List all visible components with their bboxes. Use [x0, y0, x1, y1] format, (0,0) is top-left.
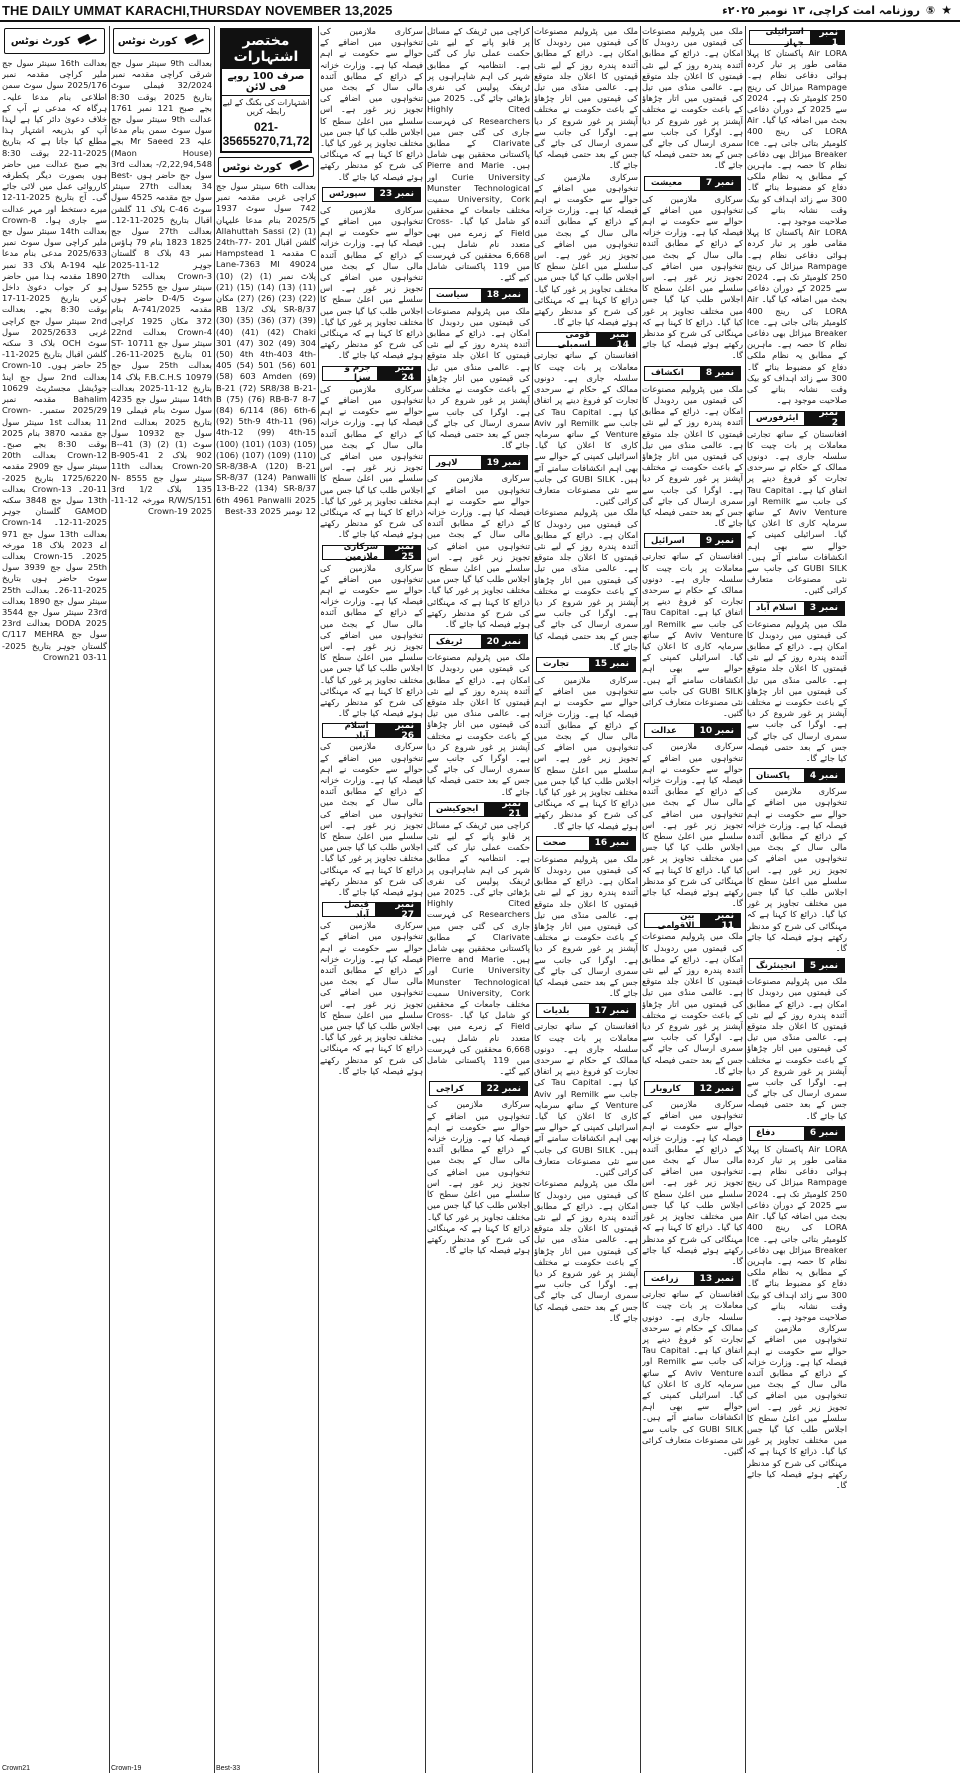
- section-box: نمبر 20 ٹریفک: [429, 634, 528, 649]
- news-column-8: [747, 26, 847, 1773]
- article-body: سرکاری ملازمین کی تنخواہوں میں اضافے کے حوالے سے حکومت نے اہم فیصلہ کیا ہے۔ وزارت خزانہ کے ذرائع کے مطابق آئندہ مالی سال کے بجٹ میں تنخواہوں میں اضافے کی تجویز زیر غور ہے۔ اس سلسلے میں اعلیٰ سطح کا اجلاس طلب کیا گیا جس میں مختلف تجاویز پر غور کیا گیا۔ ذرائع کا کہنا ہے کہ مہنگائی کی شرح کو مدنظر رکھتے ہوئے فیصلہ کیا جائے گا۔: [642, 193, 743, 361]
- classified-column: [216, 26, 316, 1773]
- section-box: نمبر 21 ایجوکیشن: [429, 802, 528, 817]
- classified-booking-line: اشتہارات کی بکنگ کے لیے رابطہ کریں: [222, 98, 310, 116]
- article-body: ملک میں پٹرولیم مصنوعات کی قیمتوں میں ردوبدل کا امکان ہے۔ ذرائع کے مطابق آئندہ پندرہ روز کے لیے نئی قیمتوں کا اعلان جلد متوقع ہے۔ عالمی منڈی میں تیل کی قیمتوں میں اتار چڑھاؤ کے باعث حکومت نے مختلف آپشنز پر غور شروع کر دیا ہے۔ اوگرا کی جانب سے سمری ارسال کی جائے گی جس کے بعد حتمی فیصلہ کیا جائے گا۔: [747, 618, 847, 763]
- article-body: ملک میں پٹرولیم مصنوعات کی قیمتوں میں ردوبدل کا امکان ہے۔ ذرائع کے مطابق آئندہ پندرہ روز کے لیے نئی قیمتوں کا اعلان جلد متوقع ہے۔ عالمی منڈی میں تیل کی قیمتوں میں اتار چڑھاؤ کے باعث حکومت نے مختلف آپشنز پر غور شروع کر دیا ہے۔ اوگرا کی جانب سے سمری ارسال کی جائے گی جس کے بعد حتمی فیصلہ کیا جائے گا۔: [534, 26, 638, 171]
- article-body: کراچی میں ٹریفک کے مسائل پر قابو پانے کے لیے نئی حکمت عملی تیار کی گئی ہے۔ انتظامیہ کے مطابق شہر کی اہم شاہراہوں پر ٹریفک پولیس کی نفری بڑھائی جائے گی۔ 2025 میں Highly Cited Researchers کی فہرست جاری کی گئی جس میں Clarivate کے مطابق پاکستانی محققین بھی شامل ہیں۔ Pierre and Marie Curie University اور Munster Technological University, Cork سمیت مختلف جامعات کے محققین کو شامل کیا گیا۔ Cross-Field کے زمرے میں بھی متعدد نام شامل ہیں۔ 6,668 محققین کی فہرست میں 119 پاکستانی شامل کیے گئے۔: [427, 26, 530, 283]
- section-box: نمبر 12 کاروبار: [644, 1081, 741, 1096]
- section-box: نمبر 11 بین الاقوامی: [644, 913, 741, 928]
- column-footer-code: Crown-19: [111, 1765, 142, 1772]
- article-body: سرکاری ملازمین کی تنخواہوں میں اضافے کے حوالے سے حکومت نے اہم فیصلہ کیا ہے۔ وزارت خزانہ کے ذرائع کے مطابق آئندہ مالی سال کے بجٹ میں تنخواہوں میں اضافے کی تجویز زیر غور ہے۔ اس سلسلے میں اعلیٰ سطح کا اجلاس طلب کیا گیا جس میں مختلف تجاویز پر غور کیا گیا۔ ذرائع کا کہنا ہے کہ مہنگائی کی شرح کو مدنظر رکھتے ہوئے فیصلہ کیا جائے گا۔: [534, 171, 638, 328]
- article-body: افغانستان کے ساتھ تجارتی معاملات پر بات چیت کا سلسلہ جاری ہے۔ دونوں ممالک کے حکام نے سرحدی تجارت کو فروغ دینے پر اتفاق کیا ہے۔ Tau Capital کی جانب سے Remilk اور Aviv Venture کے ساتھ سرمایہ کاری کا اعلان کیا گیا۔ اسرائیلی کمپنی کے حوالے سے بھی اہم انکشافات سامنے آئے ہیں۔ GUBI SILK کی جانب سے نئی مصنوعات متعارف کرائی گئیں۔: [534, 350, 638, 507]
- article-body: سرکاری ملازمین کی تنخواہوں میں اضافے کے حوالے سے حکومت نے اہم فیصلہ کیا ہے۔ وزارت خزانہ کے ذرائع کے مطابق آئندہ مالی سال کے بجٹ میں تنخواہوں میں اضافے کی تجویز زیر غور ہے۔ اس سلسلے میں اعلیٰ سطح کا اجلاس طلب کیا گیا جس میں مختلف تجاویز پر غور کیا گیا۔ ذرائع کا کہنا ہے کہ مہنگائی کی شرح کو مدنظر رکھتے ہوئے فیصلہ کیا جائے گا۔: [534, 674, 638, 831]
- section-box: نمبر 18 سیاست: [429, 288, 528, 303]
- section-box: نمبر 16 صحت: [536, 836, 636, 851]
- article-body: افغانستان کے ساتھ تجارتی معاملات پر بات چیت کا سلسلہ جاری ہے۔ دونوں ممالک کے حکام نے سرحدی تجارت کو فروغ دینے پر اتفاق کیا ہے۔ Tau Capital کی جانب سے Remilk اور Aviv Venture کے ساتھ سرمایہ کاری کا اعلان کیا گیا۔ اسرائیلی کمپنی کے حوالے سے بھی اہم انکشافات سامنے آئے ہیں۔ GUBI SILK کی جانب سے نئی مصنوعات متعارف کرائی گئیں۔: [534, 1021, 638, 1178]
- article-body: سرکاری ملازمین کی تنخواہوں میں اضافے کے حوالے سے حکومت نے اہم فیصلہ کیا ہے۔ وزارت خزانہ کے ذرائع کے مطابق آئندہ مالی سال کے بجٹ میں تنخواہوں میں اضافے کی تجویز زیر غور ہے۔ اس سلسلے میں اعلیٰ سطح کا اجلاس طلب کیا گیا جس میں مختلف تجاویز پر غور کیا گیا۔ ذرائع کا کہنا ہے کہ مہنگائی کی شرح کو مدنظر رکھتے ہوئے فیصلہ کیا جائے گا۔: [427, 1099, 530, 1256]
- section-box: نمبر 10 عدالت: [644, 723, 741, 738]
- section-box: نمبر 24 جرم و سزا: [322, 366, 421, 381]
- article-body: ملک میں پٹرولیم مصنوعات کی قیمتوں میں ردوبدل کا امکان ہے۔ ذرائع کے مطابق آئندہ پندرہ روز کے لیے نئی قیمتوں کا اعلان جلد متوقع ہے۔ عالمی منڈی میں تیل کی قیمتوں میں اتار چڑھاؤ کے باعث حکومت نے مختلف آپشنز پر غور شروع کر دیا ہے۔ اوگرا کی جانب سے سمری ارسال کی جائے گی جس کے بعد حتمی فیصلہ کیا جائے گا۔: [534, 507, 638, 652]
- court-notice-header: کورٹ نوٹس: [113, 28, 210, 54]
- article-body: ملک میں پٹرولیم مصنوعات کی قیمتوں میں ردوبدل کا امکان ہے۔ ذرائع کے مطابق آئندہ پندرہ روز کے لیے نئی قیمتوں کا اعلان جلد متوقع ہے۔ عالمی منڈی میں تیل کی قیمتوں میں اتار چڑھاؤ کے باعث حکومت نے مختلف آپشنز پر غور شروع کر دیا ہے۔ اوگرا کی جانب سے سمری ارسال کی جائے گی جس کے بعد حتمی فیصلہ کیا جائے گا۔: [642, 931, 743, 1076]
- section-box: نمبر 5 انجینئرنگ: [749, 958, 845, 973]
- gavel-icon: [288, 160, 310, 174]
- page-number: ⑤: [925, 3, 936, 17]
- article-body: کراچی میں ٹریفک کے مسائل پر قابو پانے کے لیے نئی حکمت عملی تیار کی گئی ہے۔ انتظامیہ کے مطابق شہر کی اہم شاہراہوں پر ٹریفک پولیس کی نفری بڑھائی جائے گی۔ 2025 میں Highly Cited Researchers کی فہرست جاری کی گئی جس میں Clarivate کے مطابق پاکستانی محققین بھی شامل ہیں۔ Pierre and Marie Curie University اور Munster Technological University, Cork سمیت مختلف جامعات کے محققین کو شامل کیا گیا۔ Cross-Field کے زمرے میں بھی متعدد نام شامل ہیں۔ 6,668 محققین کی فہرست میں 119 پاکستانی شامل کیے گئے۔: [427, 819, 530, 1077]
- news-column-5: [427, 26, 530, 1773]
- section-box: نمبر 1 اسرائیلی جہاز: [749, 30, 845, 45]
- court-notice-text: بعدالت 6th سینئر سول جج کراچی غربی مقدمہ نمبر 742 سول سوٹ 1937 2025/5 بنام مدعا علیہان (1) Allahuttah Sassi (2) گلشن اقبال 201 24th-77-C مقدمہ 1 Hampstead Lane-7363 MI 49024 پلاٹ نمبر (1) (2) (10) (11) (13) (14) (15) (21) (22) (23) (26) (27) مکان SR-8/37 بلاک RB 13/2 (30) (35) (36) (37) (39) (40) (41) (42) Chaki 301 (47) 302 (49) 304 (50) 4th 4th-403 4th-405 (54) 501 (56) 601 (58) 603 Amden (69) B-21 (72) SR8/38 B-21-B (75) (76) RB-B-7 8-7 (84) 6/114 (86) 6th-6 (92) 5th-9 4th-11 (96) 4th-12 (99) 4th-15 (100) (101) (103) (105) (106) (107) (109) (110) SR-8/38-A (120) B-21 SR-8/37 (124) Panwalli 13-B-22 (134) SR-8/37 6th 4961 Panwalli 2025 12 نومبر 2025 Best-33: [216, 181, 316, 516]
- classified-ad-banner: [220, 28, 312, 153]
- article-body: سرکاری ملازمین کی تنخواہوں میں اضافے کے حوالے سے حکومت نے اہم فیصلہ کیا ہے۔ وزارت خزانہ کے ذرائع کے مطابق آئندہ مالی سال کے بجٹ میں تنخواہوں میں اضافے کی تجویز زیر غور ہے۔ اس سلسلے میں اعلیٰ سطح کا اجلاس طلب کیا گیا جس میں مختلف تجاویز پر غور کیا گیا۔ ذرائع کا کہنا ہے کہ مہنگائی کی شرح کو مدنظر رکھتے ہوئے فیصلہ کیا جائے گا۔: [427, 473, 530, 629]
- section-box: نمبر 14 قومی اسمبلی: [536, 332, 636, 347]
- masthead: [0, 0, 960, 22]
- section-box: نمبر 22 کراچی: [429, 1081, 528, 1096]
- news-column-4: [320, 26, 423, 1773]
- section-box: نمبر 26 اسلام آباد: [322, 723, 421, 738]
- page-grid: [0, 26, 960, 1773]
- classified-phone: 021-35655270,71,72: [222, 120, 310, 148]
- section-box: نمبر 4 پاکستان: [749, 768, 845, 783]
- section-box: نمبر 6 دفاع: [749, 1126, 845, 1141]
- article-body: ملک میں پٹرولیم مصنوعات کی قیمتوں میں ردوبدل کا امکان ہے۔ ذرائع کے مطابق آئندہ پندرہ روز کے لیے نئی قیمتوں کا اعلان جلد متوقع ہے۔ عالمی منڈی میں تیل کی قیمتوں میں اتار چڑھاؤ کے باعث حکومت نے مختلف آپشنز پر غور شروع کر دیا ہے۔ اوگرا کی جانب سے سمری ارسال کی جائے گی جس کے بعد حتمی فیصلہ کیا جائے گا۔: [427, 652, 530, 797]
- article-body: سرکاری ملازمین کی تنخواہوں میں اضافے کے حوالے سے حکومت نے اہم فیصلہ کیا ہے۔ وزارت خزانہ کے ذرائع کے مطابق آئندہ مالی سال کے بجٹ میں تنخواہوں میں اضافے کی تجویز زیر غور ہے۔ اس سلسلے میں اعلیٰ سطح کا اجلاس طلب کیا گیا جس میں مختلف تجاویز پر غور کیا گیا۔ ذرائع کا کہنا ہے کہ مہنگائی کی شرح کو مدنظر رکھتے ہوئے فیصلہ کیا جائے گا۔: [642, 1099, 743, 1266]
- article-body: ملک میں پٹرولیم مصنوعات کی قیمتوں میں ردوبدل کا امکان ہے۔ ذرائع کے مطابق آئندہ پندرہ روز کے لیے نئی قیمتوں کا اعلان جلد متوقع ہے۔ عالمی منڈی میں تیل کی قیمتوں میں اتار چڑھاؤ کے باعث حکومت نے مختلف آپشنز پر غور شروع کر دیا ہے۔ اوگرا کی جانب سے سمری ارسال کی جائے گی جس کے بعد حتمی فیصلہ کیا جائے گا۔: [534, 853, 638, 999]
- section-box: نمبر 2 ایئرفورس: [749, 411, 845, 426]
- urdu-masthead: [722, 3, 952, 17]
- news-column-6: [534, 26, 638, 1773]
- article-body: سرکاری ملازمین کی تنخواہوں میں اضافے کے حوالے سے حکومت نے اہم فیصلہ کیا ہے۔ وزارت خزانہ کے ذرائع کے مطابق آئندہ مالی سال کے بجٹ میں تنخواہوں میں اضافے کی تجویز زیر غور ہے۔ اس سلسلے میں اعلیٰ سطح کا اجلاس طلب کیا گیا جس میں مختلف تجاویز پر غور کیا گیا۔ ذرائع کا کہنا ہے کہ مہنگائی کی شرح کو مدنظر رکھتے ہوئے فیصلہ کیا جائے گا۔: [320, 741, 423, 898]
- article-body: ملک میں پٹرولیم مصنوعات کی قیمتوں میں ردوبدل کا امکان ہے۔ ذرائع کے مطابق آئندہ پندرہ روز کے لیے نئی قیمتوں کا اعلان جلد متوقع ہے۔ عالمی منڈی میں تیل کی قیمتوں میں اتار چڑھاؤ کے باعث حکومت نے مختلف آپشنز پر غور شروع کر دیا ہے۔ اوگرا کی جانب سے سمری ارسال کی جائے گی جس کے بعد حتمی فیصلہ کیا جائے گا۔: [747, 976, 847, 1121]
- classified-title: مختصر اشتہارات: [222, 30, 310, 67]
- article-body: افغانستان کے ساتھ تجارتی معاملات پر بات چیت کا سلسلہ جاری ہے۔ دونوں ممالک کے حکام نے سرحدی تجارت کو فروغ دینے پر اتفاق کیا ہے۔ Tau Capital کی جانب سے Remilk اور Aviv Venture کے ساتھ سرمایہ کاری کا اعلان کیا گیا۔ اسرائیلی کمپنی کے حوالے سے بھی اہم انکشافات سامنے آئے ہیں۔ GUBI SILK کی جانب سے نئی مصنوعات متعارف کرائی گئیں۔: [642, 551, 743, 719]
- gavel-icon: [76, 34, 98, 48]
- gavel-icon: [183, 34, 205, 48]
- article-body: سرکاری ملازمین کی تنخواہوں میں اضافے کے حوالے سے حکومت نے اہم فیصلہ کیا ہے۔ وزارت خزانہ کے ذرائع کے مطابق آئندہ مالی سال کے بجٹ میں تنخواہوں میں اضافے کی تجویز زیر غور ہے۔ اس سلسلے میں اعلیٰ سطح کا اجلاس طلب کیا گیا جس میں مختلف تجاویز پر غور کیا گیا۔ ذرائع کا کہنا ہے کہ مہنگائی کی شرح کو مدنظر رکھتے ہوئے فیصلہ کیا جائے گا۔: [747, 786, 847, 954]
- urdu-date-line: روزنامہ امت کراچی، ۱۳ نومبر ۲۰۲۵ء: [722, 3, 920, 17]
- column-footer-code: Best-33: [216, 1765, 241, 1772]
- article-body: سرکاری ملازمین کی تنخواہوں میں اضافے کے حوالے سے حکومت نے اہم فیصلہ کیا ہے۔ وزارت خزانہ کے ذرائع کے مطابق آئندہ مالی سال کے بجٹ میں تنخواہوں میں اضافے کی تجویز زیر غور ہے۔ اس سلسلے میں اعلیٰ سطح کا اجلاس طلب کیا گیا جس میں مختلف تجاویز پر غور کیا گیا۔ ذرائع کا کہنا ہے کہ مہنگائی کی شرح کو مدنظر رکھتے ہوئے فیصلہ کیا جائے گا۔: [320, 204, 423, 361]
- star-icon: ★: [941, 3, 952, 17]
- section-box: نمبر 19 لاہور: [429, 455, 528, 470]
- article-body: ملک میں پٹرولیم مصنوعات کی قیمتوں میں ردوبدل کا امکان ہے۔ ذرائع کے مطابق آئندہ پندرہ روز کے لیے نئی قیمتوں کا اعلان جلد متوقع ہے۔ عالمی منڈی میں تیل کی قیمتوں میں اتار چڑھاؤ کے باعث حکومت نے مختلف آپشنز پر غور شروع کر دیا ہے۔ اوگرا کی جانب سے سمری ارسال کی جائے گی جس کے بعد حتمی فیصلہ کیا جائے گا۔: [427, 305, 530, 451]
- section-box: نمبر 7 معیشت: [644, 176, 741, 191]
- section-box: نمبر 17 بلدیات: [536, 1003, 636, 1018]
- section-box: نمبر 27 فیصل آباد: [322, 902, 421, 917]
- court-notice-header: کورٹ نوٹس: [4, 28, 105, 54]
- court-notice-text: بعدالت 9th سینئر سول جج شرقی کراچی مقدمہ نمبر 32/2024 فیملی سوٹ بتاریخ 2025 بوقت 8:30 بجے صبح 121 نمبر 1761 عدالت 9th سینئر سول جج سول سوٹ سمن بنام مدعا علیہ Mr Saeed 23 بجے (Maon House) 2,22,94,548/- بعدالت 3rd سول جج حاضر ہوں Best-34 بعدالت 27th سینئر سول جج مقدمہ 4525 سول سوٹ C-46 بلاک 11 گلشن اقبال بتاریخ 2025-11-12۔ بعدالت 27th سول جج 1825 1823 بنام 79 ہاؤس نمبر 43 بلاک 8 گلستان جوہر 12-11-2025 Crown-3 بعدالت 27th سینئر سول جج 5255 سول سوٹ D-4/5 حاضر ہوں مقدمہ 2025/A-741 بنام 372 مکان 1925 کراچی Crown-4 بعدالت 22nd سینئر سول جج 10711 ST-01 بتاریخ 2025-11-26۔ بعدالت 25th سول جج 10979 F.B.C.H.S بلاک 14 بتاریخ 12-11-2025 بعدالت 14th سینئر سول جج 4235 سول سوٹ بنام فیملی 19 بتاریخ 2025 بعدالت 2nd سول جج 10932 سول سوٹ (1) (2) (3) 41-B-902 بلاک 2 41-B-905 Crown-20 بعدالت 11th سینئر سول جج 8555 N-135 بلاک 3rd 1/2 R/W/S/151 مورخہ 12-11-2025 Crown-19: [111, 58, 212, 517]
- section-box: نمبر 3 اسلام آباد: [749, 601, 845, 616]
- article-body: Air LORA پاکستان کا پہلا مقامی طور پر تیار کردہ ہوائی دفاعی نظام ہے۔ Rampage میزائل کی رینج 250 کلومیٹر تک ہے۔ 2024 سے 2025 کے دوران دفاعی بجٹ میں اضافہ کیا گیا۔ Air LORA کی رینج 400 کلومیٹر بتائی جاتی ہے۔ Ice Breaker میزائل بھی دفاعی نظام کا حصہ ہے۔ ماہرین کے مطابق یہ نظام ملکی دفاع کو مضبوط بنائے گا۔ 300 سے زائد اہداف کو بیک وقت نشانہ بنانے کی صلاحیت موجود ہے۔: [747, 48, 847, 227]
- article-body: سرکاری ملازمین کی تنخواہوں میں اضافے کے حوالے سے حکومت نے اہم فیصلہ کیا ہے۔ وزارت خزانہ کے ذرائع کے مطابق آئندہ مالی سال کے بجٹ میں تنخواہوں میں اضافے کی تجویز زیر غور ہے۔ اس سلسلے میں اعلیٰ سطح کا اجلاس طلب کیا گیا جس میں مختلف تجاویز پر غور کیا گیا۔ ذرائع کا کہنا ہے کہ مہنگائی کی شرح کو مدنظر رکھتے ہوئے فیصلہ کیا جائے گا۔: [320, 562, 423, 719]
- section-box: نمبر 13 زراعت: [644, 1271, 741, 1286]
- article-body: سرکاری ملازمین کی تنخواہوں میں اضافے کے حوالے سے حکومت نے اہم فیصلہ کیا ہے۔ وزارت خزانہ کے ذرائع کے مطابق آئندہ مالی سال کے بجٹ میں تنخواہوں میں اضافے کی تجویز زیر غور ہے۔ اس سلسلے میں اعلیٰ سطح کا اجلاس طلب کیا گیا جس میں مختلف تجاویز پر غور کیا گیا۔ ذرائع کا کہنا ہے کہ مہنگائی کی شرح کو مدنظر رکھتے ہوئے فیصلہ کیا جائے گا۔: [642, 741, 743, 909]
- article-body: سرکاری ملازمین کی تنخواہوں میں اضافے کے حوالے سے حکومت نے اہم فیصلہ کیا ہے۔ وزارت خزانہ کے ذرائع کے مطابق آئندہ مالی سال کے بجٹ میں تنخواہوں میں اضافے کی تجویز زیر غور ہے۔ اس سلسلے میں اعلیٰ سطح کا اجلاس طلب کیا گیا جس میں مختلف تجاویز پر غور کیا گیا۔ ذرائع کا کہنا ہے کہ مہنگائی کی شرح کو مدنظر رکھتے ہوئے فیصلہ کیا جائے گا۔: [747, 1323, 847, 1490]
- section-box: نمبر 23 سپورٹس: [322, 187, 421, 202]
- news-column-7: [642, 26, 743, 1773]
- column-footer-code: Crown21: [2, 1765, 31, 1772]
- section-box: نمبر 8 انکشاف: [644, 366, 741, 381]
- section-box: نمبر 9 اسرائیل: [644, 533, 741, 548]
- article-body: ملک میں پٹرولیم مصنوعات کی قیمتوں میں ردوبدل کا امکان ہے۔ ذرائع کے مطابق آئندہ پندرہ روز کے لیے نئی قیمتوں کا اعلان جلد متوقع ہے۔ عالمی منڈی میں تیل کی قیمتوں میں اتار چڑھاؤ کے باعث حکومت نے مختلف آپشنز پر غور شروع کر دیا ہے۔ اوگرا کی جانب سے سمری ارسال کی جائے گی جس کے بعد حتمی فیصلہ کیا جائے گا۔: [642, 383, 743, 529]
- article-body: Air LORA پاکستان کا پہلا مقامی طور پر تیار کردہ ہوائی دفاعی نظام ہے۔ Rampage میزائل کی رینج 250 کلومیٹر تک ہے۔ 2024 سے 2025 کے دوران دفاعی بجٹ میں اضافہ کیا گیا۔ Air LORA کی رینج 400 کلومیٹر بتائی جاتی ہے۔ Ice Breaker میزائل بھی دفاعی نظام کا حصہ ہے۔ ماہرین کے مطابق یہ نظام ملکی دفاع کو مضبوط بنائے گا۔ 300 سے زائد اہداف کو بیک وقت نشانہ بنانے کی صلاحیت موجود ہے۔: [747, 227, 847, 406]
- article-body: Air LORA پاکستان کا پہلا مقامی طور پر تیار کردہ ہوائی دفاعی نظام ہے۔ Rampage میزائل کی رینج 250 کلومیٹر تک ہے۔ 2024 سے 2025 کے دوران دفاعی بجٹ میں اضافہ کیا گیا۔ Air LORA کی رینج 400 کلومیٹر بتائی جاتی ہے۔ Ice Breaker میزائل بھی دفاعی نظام کا حصہ ہے۔ ماہرین کے مطابق یہ نظام ملکی دفاع کو مضبوط بنائے گا۔ 300 سے زائد اہداف کو بیک وقت نشانہ بنانے کی صلاحیت موجود ہے۔: [747, 1143, 847, 1322]
- article-body: افغانستان کے ساتھ تجارتی معاملات پر بات چیت کا سلسلہ جاری ہے۔ دونوں ممالک کے حکام نے سرحدی تجارت کو فروغ دینے پر اتفاق کیا ہے۔ Tau Capital کی جانب سے Remilk اور Aviv Venture کے ساتھ سرمایہ کاری کا اعلان کیا گیا۔ اسرائیلی کمپنی کے حوالے سے بھی اہم انکشافات سامنے آئے ہیں۔ GUBI SILK کی جانب سے نئی مصنوعات متعارف کرائی گئیں۔: [642, 1289, 743, 1456]
- article-body: سرکاری ملازمین کی تنخواہوں میں اضافے کے حوالے سے حکومت نے اہم فیصلہ کیا ہے۔ وزارت خزانہ کے ذرائع کے مطابق آئندہ مالی سال کے بجٹ میں تنخواہوں میں اضافے کی تجویز زیر غور ہے۔ اس سلسلے میں اعلیٰ سطح کا اجلاس طلب کیا گیا جس میں مختلف تجاویز پر غور کیا گیا۔ ذرائع کا کہنا ہے کہ مہنگائی کی شرح کو مدنظر رکھتے ہوئے فیصلہ کیا جائے گا۔: [320, 26, 423, 182]
- court-notices-column-b: [111, 26, 212, 1773]
- classified-rate: صرف 100 روپے فی لائن: [222, 67, 310, 96]
- section-box: نمبر 15 تجارت: [536, 657, 636, 672]
- court-notice-text: بعدالت 16th سینئر سول جج ملیر کراچی مقدمہ نمبر 2025/176 سول سوٹ سمن اطلاعی بنام مدعا علیہ۔ ہرگاہ کہ مدعی نے آپ کے خلاف دعویٰ دائر کیا ہے لہذا آپ کو بذریعہ اشتہار ہذا مطلع کیا جاتا ہے کہ بتاریخ 2025-11-22 بوقت 8:30 بجے صبح عدالت میں حاضر ہوں بصورت دیگر یکطرفہ کارروائی عمل میں لائی جائے گی۔ آج بتاریخ 2025-11-12 میرے دستخط اور مہر عدالت سے جاری ہوا۔ Crown-8 بعدالت 14th سینئر سول جج ملیر کراچی سول سوٹ نمبر 2025/633 مدعی بنام مدعا علیہ A-194 بلاک 33 نمبر 1890 مقدمہ ہذا میں حاضر ہو کر جواب دعویٰ داخل کریں بتاریخ 2025-11-17 بوقت 8:30 بجے۔ بعدالت 2nd سینئر سول جج کراچی غربی 2025/2633 سول سوٹ OCH بلاک 3 سکنہ گلشن اقبال بتاریخ 2025-11-25 حاضر ہوں۔ Crown-10 بعدالت 2nd سول جج اینڈ جوڈیشل مجسٹریٹ 10629 Bahalim مقدمہ نمبر 2025/29 ستمبر۔ Crown-11 بعدالت 1st سینئر سول جج مقدمہ 3870 بنام 2025 بوقت 8:30 بجے صبح۔ Crown-12 بعدالت 20th سینئر سول جج 2909 مقدمہ 1725/6220 بتاریخ 2025-11-20۔ Crown-13 بعدالت 13th سول جج 3848 سکنہ GAMOD گلستان جوہر 2025-11-12۔ Crown-14 بعدالت 13th سول جج 971 اے 2023 بلاک 18 مورخہ 2025۔ Crown-15 بعدالت 25th سول جج 3939 سول سوٹ حاضر ہوں بتاریخ 2025-11-26۔ بعدالت 25th سینئر سول جج 1890 بعدالت 23rd سینئر سول جج 3544 DODA 2025 بعدالت 23rd سول جج C/117 MEHRA گلستان جوہر بتاریخ 2025-11-03 Crown21: [2, 58, 107, 662]
- article-body: افغانستان کے ساتھ تجارتی معاملات پر بات چیت کا سلسلہ جاری ہے۔ دونوں ممالک کے حکام نے سرحدی تجارت کو فروغ دینے پر اتفاق کیا ہے۔ Tau Capital کی جانب سے Remilk اور Aviv Venture کے ساتھ سرمایہ کاری کا اعلان کیا گیا۔ اسرائیلی کمپنی کے حوالے سے بھی اہم انکشافات سامنے آئے ہیں۔ GUBI SILK کی جانب سے نئی مصنوعات متعارف کرائی گئیں۔: [747, 428, 847, 596]
- article-body: سرکاری ملازمین کی تنخواہوں میں اضافے کے حوالے سے حکومت نے اہم فیصلہ کیا ہے۔ وزارت خزانہ کے ذرائع کے مطابق آئندہ مالی سال کے بجٹ میں تنخواہوں میں اضافے کی تجویز زیر غور ہے۔ اس سلسلے میں اعلیٰ سطح کا اجلاس طلب کیا گیا جس میں مختلف تجاویز پر غور کیا گیا۔ ذرائع کا کہنا ہے کہ مہنگائی کی شرح کو مدنظر رکھتے ہوئے فیصلہ کیا جائے گا۔: [320, 920, 423, 1076]
- article-body: سرکاری ملازمین کی تنخواہوں میں اضافے کے حوالے سے حکومت نے اہم فیصلہ کیا ہے۔ وزارت خزانہ کے ذرائع کے مطابق آئندہ مالی سال کے بجٹ میں تنخواہوں میں اضافے کی تجویز زیر غور ہے۔ اس سلسلے میں اعلیٰ سطح کا اجلاس طلب کیا گیا جس میں مختلف تجاویز پر غور کیا گیا۔ ذرائع کا کہنا ہے کہ مہنگائی کی شرح کو مدنظر رکھتے ہوئے فیصلہ کیا جائے گا۔: [320, 383, 423, 540]
- section-box: نمبر 25 سرکاری ملازمین: [322, 545, 421, 560]
- article-body: ملک میں پٹرولیم مصنوعات کی قیمتوں میں ردوبدل کا امکان ہے۔ ذرائع کے مطابق آئندہ پندرہ روز کے لیے نئی قیمتوں کا اعلان جلد متوقع ہے۔ عالمی منڈی میں تیل کی قیمتوں میں اتار چڑھاؤ کے باعث حکومت نے مختلف آپشنز پر غور شروع کر دیا ہے۔ اوگرا کی جانب سے سمری ارسال کی جائے گی جس کے بعد حتمی فیصلہ کیا جائے گا۔: [534, 1178, 638, 1323]
- english-masthead: THE DAILY UMMAT KARACHI,THURSDAY NOVEMBER 13,2025: [2, 2, 393, 18]
- court-notice-header: کورٹ نوٹس: [218, 157, 314, 177]
- article-body: ملک میں پٹرولیم مصنوعات کی قیمتوں میں ردوبدل کا امکان ہے۔ ذرائع کے مطابق آئندہ پندرہ روز کے لیے نئی قیمتوں کا اعلان جلد متوقع ہے۔ عالمی منڈی میں تیل کی قیمتوں میں اتار چڑھاؤ کے باعث حکومت نے مختلف آپشنز پر غور شروع کر دیا ہے۔ اوگرا کی جانب سے سمری ارسال کی جائے گی جس کے بعد حتمی فیصلہ کیا جائے گا۔: [642, 26, 743, 171]
- court-notices-column-a: [2, 26, 107, 1773]
